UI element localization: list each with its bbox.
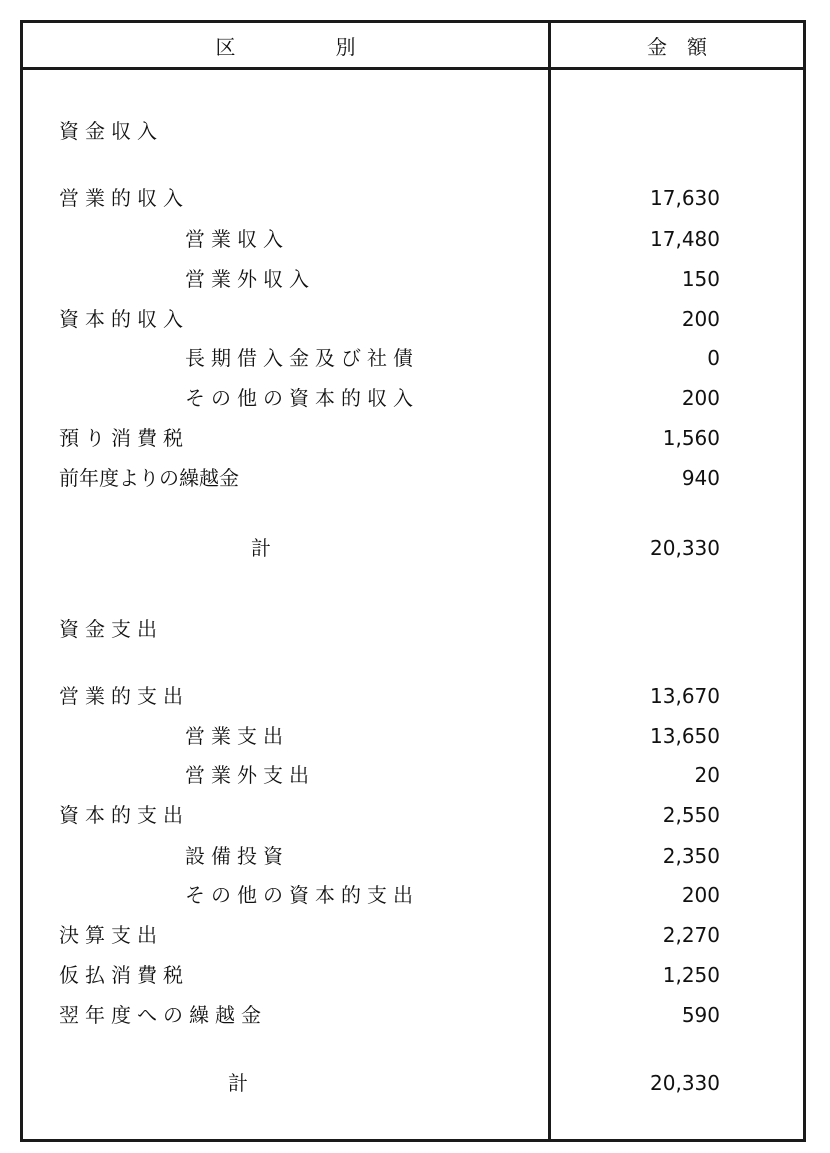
- row-label: 営業的収入: [59, 186, 189, 210]
- row-label: 設備投資: [185, 844, 289, 868]
- table-row: [23, 383, 803, 413]
- row-label: 預り消費税: [59, 426, 189, 450]
- table-row: [23, 614, 803, 644]
- table-row: [23, 533, 803, 563]
- table-row: [23, 880, 803, 910]
- total-amount: 20,330: [650, 1071, 720, 1095]
- row-label: 仮払消費税: [59, 963, 189, 987]
- table-row: [23, 304, 803, 334]
- row-amount: 590: [681, 1003, 720, 1027]
- row-amount: 1,250: [662, 963, 720, 987]
- table-row: [23, 960, 803, 990]
- header-category: 区 別: [215, 35, 356, 59]
- row-label: 営業収入: [185, 227, 289, 251]
- total-label: 計: [228, 1071, 248, 1095]
- table-row: [23, 183, 803, 213]
- row-amount: 13,650: [650, 724, 720, 748]
- row-label: 営業支出: [185, 724, 289, 748]
- total-amount: 20,330: [650, 536, 720, 560]
- table-row: [23, 841, 803, 871]
- row-label: 決算支出: [59, 923, 163, 947]
- table-row: [23, 423, 803, 453]
- table-row: [23, 463, 803, 493]
- table-row: [23, 1068, 803, 1098]
- row-amount: 13,670: [650, 684, 720, 708]
- table-row: [23, 264, 803, 294]
- total-label: 計: [251, 536, 271, 560]
- row-amount: 940: [681, 466, 720, 490]
- row-label: 営業外収入: [185, 267, 315, 291]
- table-row: [23, 920, 803, 950]
- table-row: [23, 760, 803, 790]
- table-row: [23, 224, 803, 254]
- header-amount: 金 額: [647, 35, 707, 59]
- table-row: [23, 343, 803, 373]
- row-label: 営業外支出: [185, 763, 315, 787]
- row-label: 資本的支出: [59, 803, 189, 827]
- row-amount: 1,560: [662, 426, 720, 450]
- row-label: 営業的支出: [59, 684, 189, 708]
- row-amount: 20: [694, 763, 720, 787]
- row-amount: 2,270: [662, 923, 720, 947]
- table-row: [23, 721, 803, 751]
- row-label: 資金支出: [59, 617, 163, 641]
- row-label: 資本的収入: [59, 307, 189, 331]
- row-amount: 150: [681, 267, 720, 291]
- row-amount: 200: [681, 386, 720, 410]
- row-amount: 0: [707, 346, 720, 370]
- table-row: [23, 800, 803, 830]
- row-amount: 200: [681, 883, 720, 907]
- row-label: 長期借入金及び社債: [185, 346, 419, 370]
- row-label: 資金収入: [59, 119, 163, 143]
- row-label: 前年度よりの繰越金: [59, 466, 239, 490]
- table-row: [23, 681, 803, 711]
- row-label: その他の資本的収入: [185, 386, 419, 410]
- header-divider: [20, 67, 806, 70]
- row-amount: 17,480: [650, 227, 720, 251]
- row-amount: 17,630: [650, 186, 720, 210]
- table-row: [23, 116, 803, 146]
- row-label: その他の資本的支出: [185, 883, 419, 907]
- row-amount: 2,350: [662, 844, 720, 868]
- row-label: 翌年度への繰越金: [59, 1003, 267, 1027]
- table-row: [23, 1000, 803, 1030]
- row-amount: 200: [681, 307, 720, 331]
- row-amount: 2,550: [662, 803, 720, 827]
